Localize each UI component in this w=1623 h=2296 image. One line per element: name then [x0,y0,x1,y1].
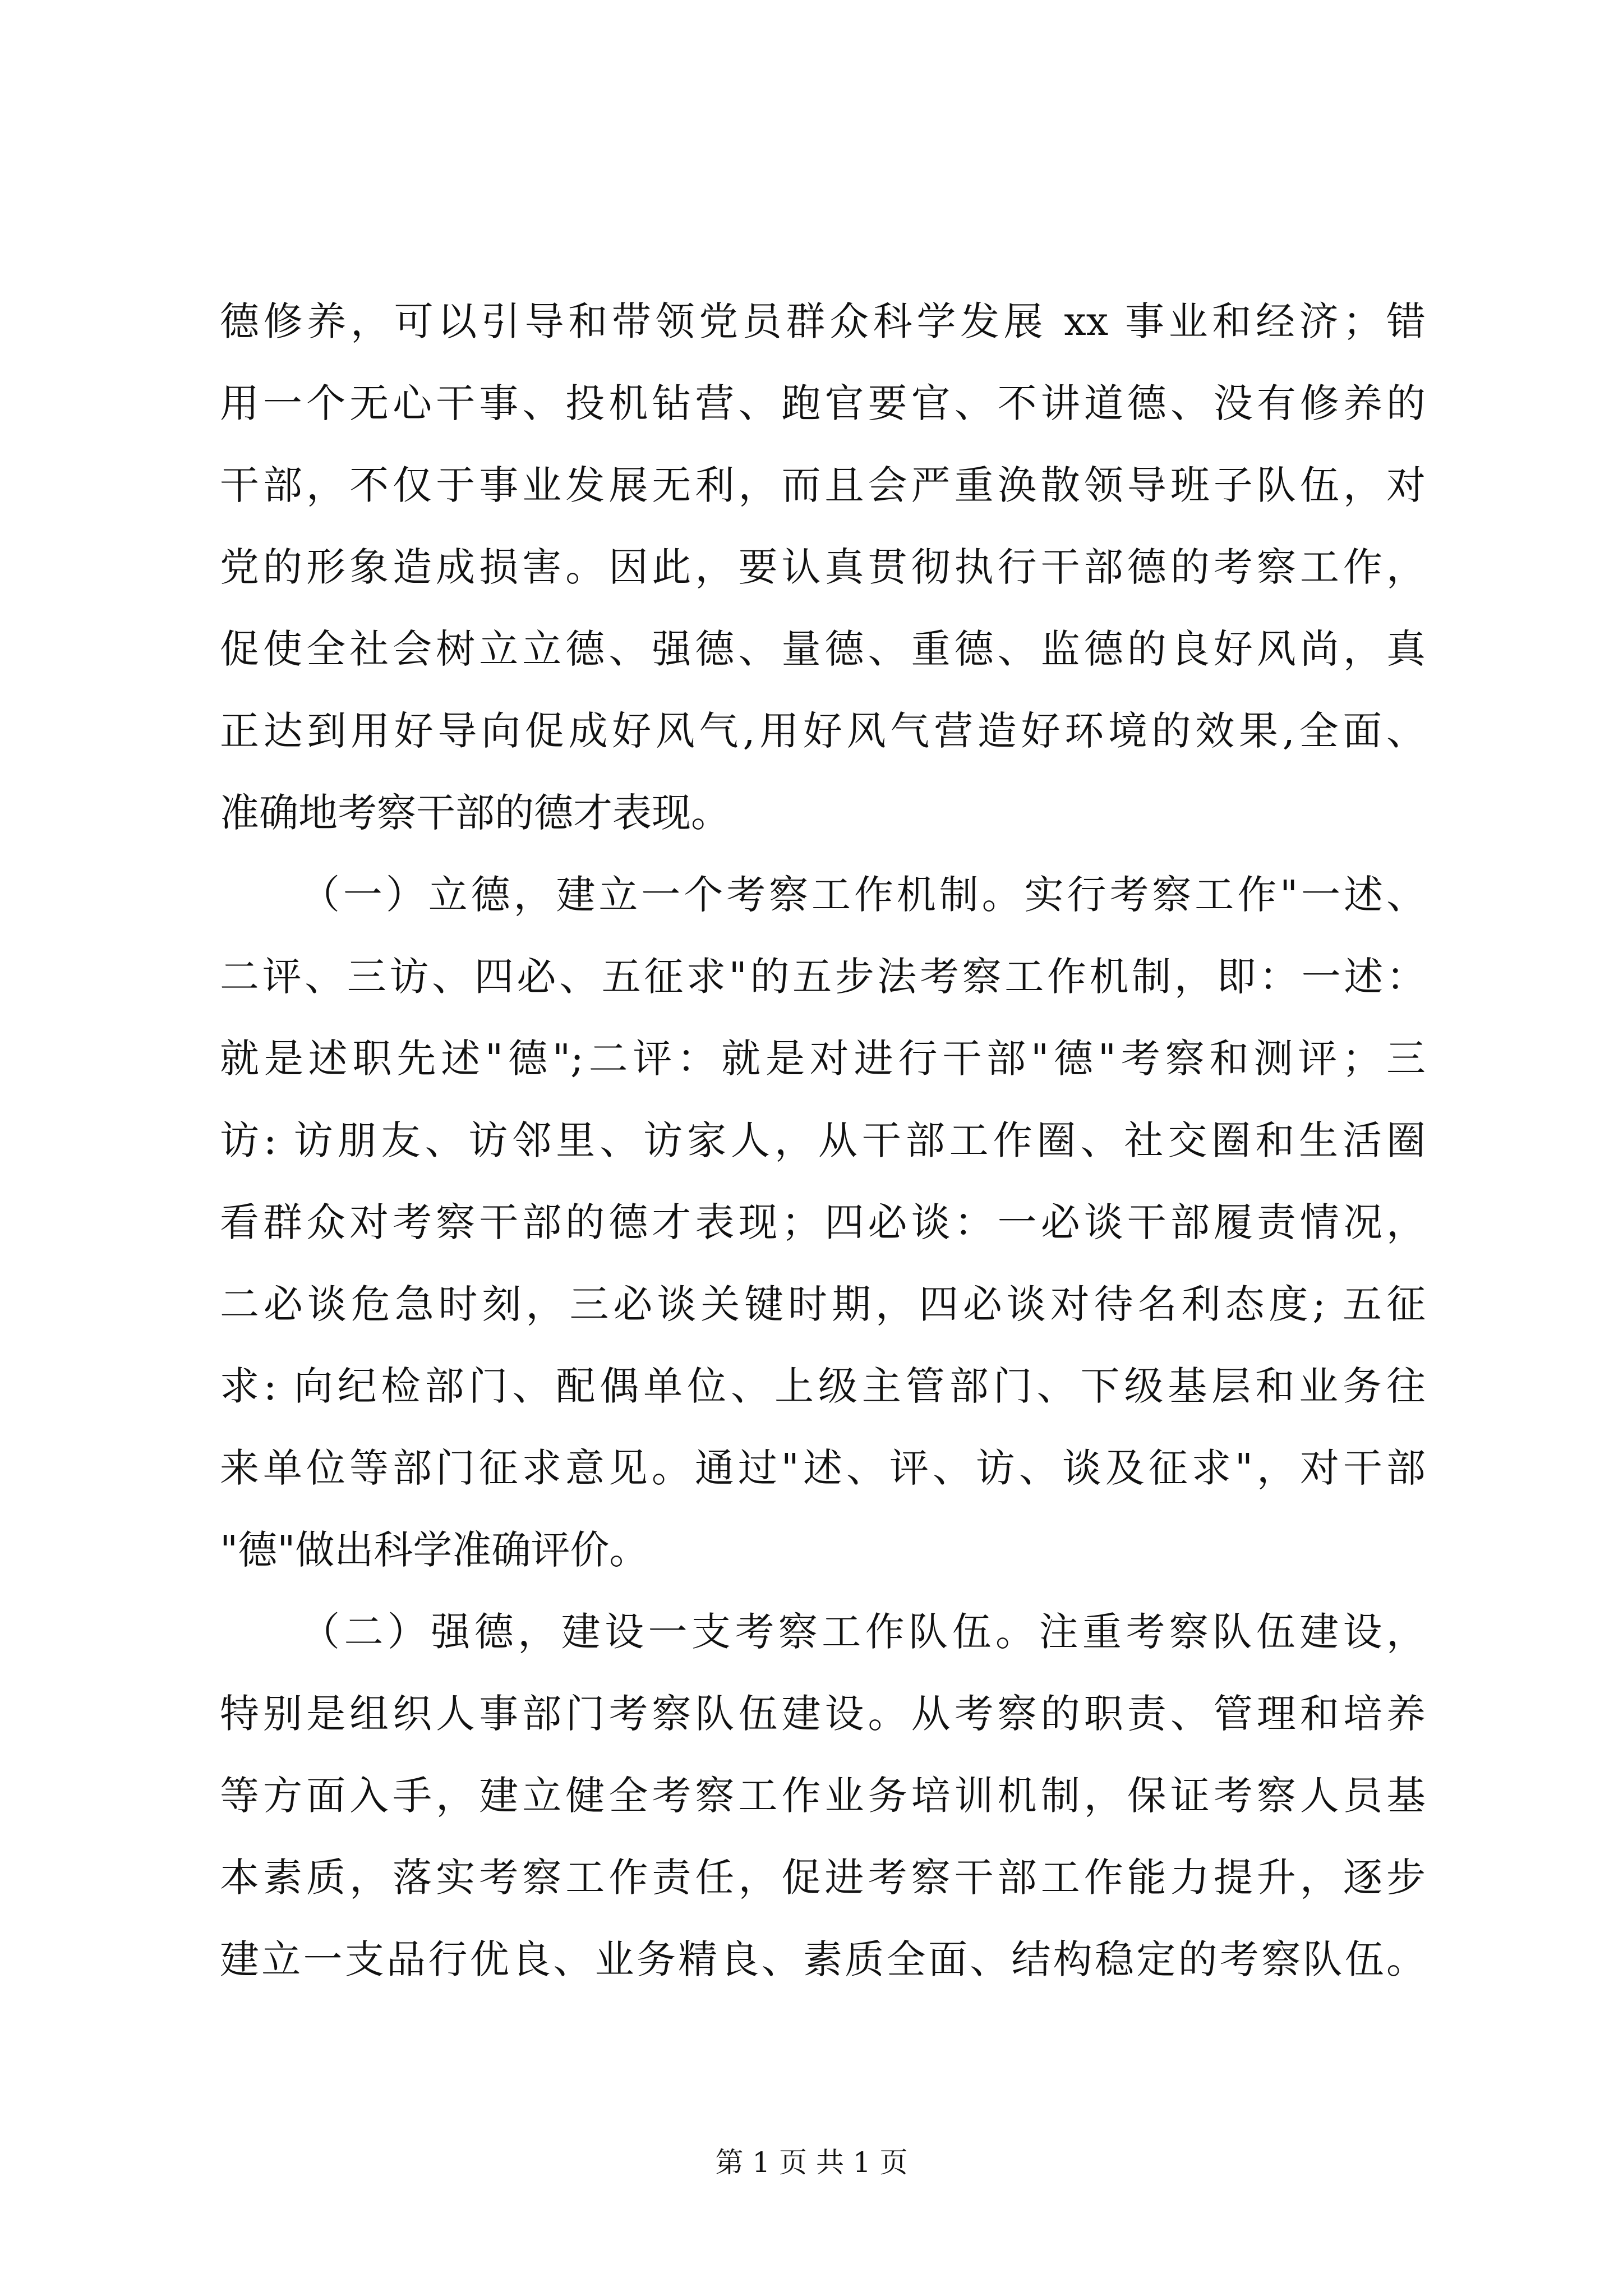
text-line: 用一个无心干事、投机钻营、跑官要官、不讲道德、没有修养的 [220,380,1426,426]
text-line: 准确地考察干部的德才表现。 [220,790,730,836]
text-line: 看群众对考察干部的德才表现；四必谈：一必谈干部履责情况， [220,1199,1426,1245]
text-line: （一）立德，建立一个考察工作机制。实行考察工作"一述、 [301,872,1426,918]
text-line: 干部，不仅于事业发展无利，而且会严重涣散领导班子队伍，对 [220,462,1426,508]
text-line: 德修养，可以引导和带领党员群众科学发展 xx 事业和经济；错 [220,298,1426,344]
text-line: 就是述职先述"德";二评：就是对进行干部"德"考察和测评；三 [220,1036,1426,1082]
text-line: 正达到用好导向促成好风气,用好风气营造好环境的效果,全面、 [220,708,1426,754]
text-line: （二）强德，建设一支考察工作队伍。注重考察队伍建设， [301,1609,1426,1655]
text-line: 二评、三访、四必、五征求"的五步法考察工作机制，即：一述： [220,954,1426,1000]
text-line: 求: 向纪检部门、配偶单位、上级主管部门、下级基层和业务往 [220,1363,1426,1409]
text-line: 来单位等部门征求意见。通过"述、评、访、谈及征求"，对干部 [220,1445,1426,1491]
page-footer: 第 1 页 共 1 页 [715,2146,908,2179]
text-line: "德"做出科学准确评价。 [220,1527,649,1573]
text-line: 访: 访朋友、访邻里、访家人，从干部工作圈、社交圈和生活圈 [220,1117,1426,1163]
text-line: 促使全社会树立立德、强德、量德、重德、监德的良好风尚，真 [220,626,1426,672]
text-line: 二必谈危急时刻，三必谈关键时期，四必谈对待名利态度; 五征 [220,1281,1426,1327]
text-line: 本素质，落实考察工作责任，促进考察干部工作能力提升，逐步 [220,1855,1426,1901]
text-line: 党的形象造成损害。因此，要认真贯彻执行干部德的考察工作， [220,544,1426,590]
text-line: 特别是组织人事部门考察队伍建设。从考察的职责、管理和培养 [220,1691,1426,1737]
text-line: 等方面入手，建立健全考察工作业务培训机制，保证考察人员基 [220,1773,1426,1819]
text-line: 建立一支品行优良、业务精良、素质全面、结构稳定的考察队伍。 [220,1936,1426,1982]
document-body [220,280,1426,2000]
